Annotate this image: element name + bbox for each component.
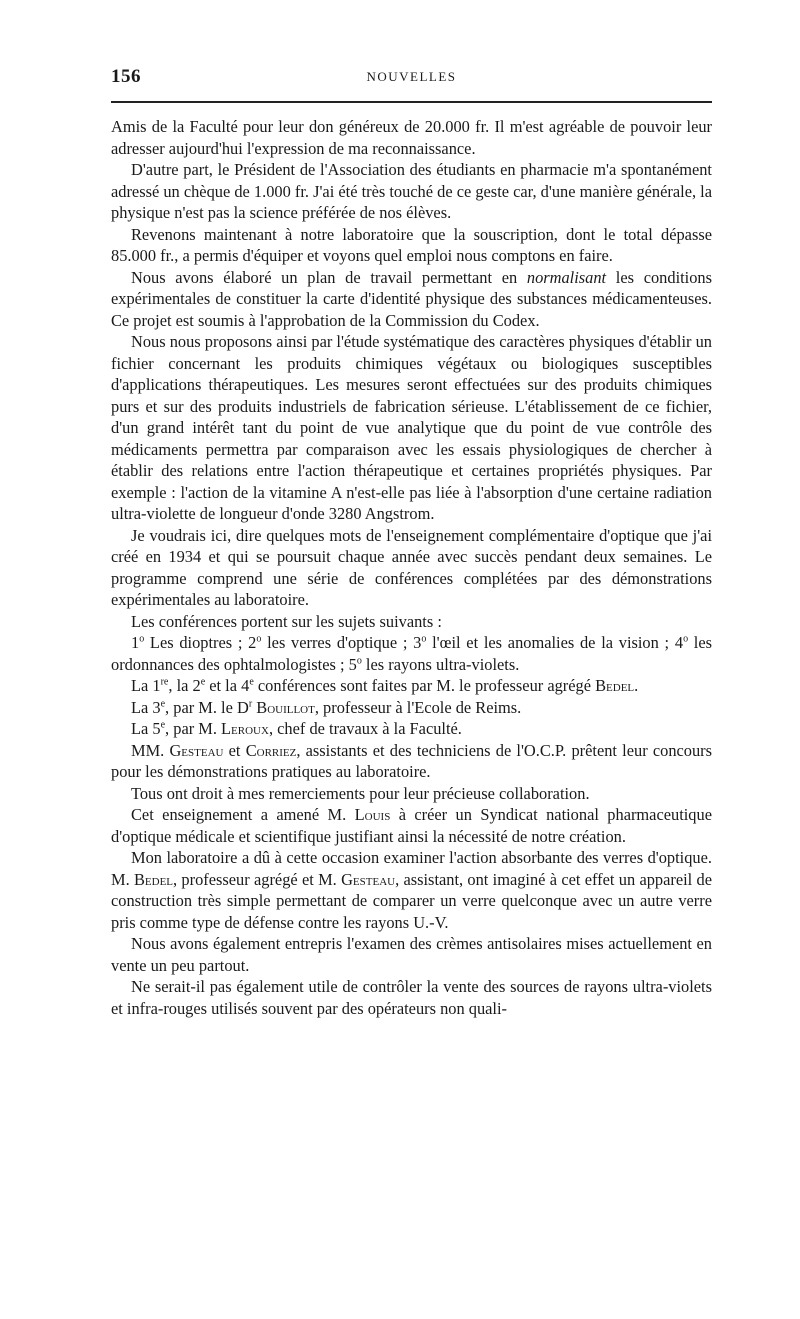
paragraph-creams: Nous avons également entrepris l'examen des crèmes antisolaires mises actuellement en vente un peu partout. [111, 934, 712, 975]
degree-mark: o [356, 655, 362, 667]
text-run: . [634, 676, 639, 695]
text-run: La 3 [131, 697, 161, 717]
topic-4-number: 4 [674, 633, 684, 652]
page-number: 156 [111, 66, 141, 87]
degree-mark: o [421, 633, 427, 645]
paragraph-lecturers-bedel [111, 675, 712, 697]
topic-1-number: 1 [131, 633, 140, 652]
text-run: , la 2 [168, 676, 201, 695]
paragraph-4-italic: normalisant [526, 267, 607, 287]
person-name: Bouillot [256, 697, 315, 717]
topic-5-number: 5 [348, 654, 357, 674]
paragraph-4-text-a: Nous avons élaboré un plan de travail permettant en [131, 267, 527, 287]
topic-2-number: 2 [248, 633, 257, 652]
running-title: NOUVELLES [366, 69, 457, 84]
person-name: Bedel [595, 676, 635, 695]
person-name: Louis [354, 805, 391, 824]
paragraph-syndicate [111, 804, 712, 847]
topic-3-text: l'œil et les anomalies de la vision ; [426, 633, 675, 652]
text-run: , professeur à l'Ecole de Reims. [314, 697, 522, 717]
text-run: Cet enseignement a amené M. [131, 805, 355, 824]
superscript: e [249, 676, 254, 688]
paragraph-last: Ne serait-il pas également utile de contrôler la vente des sources de rayons ultra-violets et infra-rouges utilisés souvent par des opérateurs non quali- [111, 977, 712, 1018]
superscript: r [248, 698, 253, 710]
superscript: re [160, 676, 169, 688]
text-run: , professeur agrégé et M. [173, 869, 342, 889]
person-name: Gesteau [169, 740, 224, 760]
paragraph-3: Revenons maintenant à notre laboratoire que la souscription, dont le total dépasse 85.000 fr., a permis d'équiper et voyons quel emploi nous comptons en faire. [111, 224, 712, 265]
header-rule [111, 101, 712, 103]
degree-mark: o [256, 633, 262, 645]
paragraph-6: Je voudrais ici, dire quelques mots de l'enseignement complémentaire d'optique que j'ai créé en 1934 et qui se poursuit chaque année avec succès pendant deux semaines. Le programme comprend une série de conférences complétées par des démonstrations expérimentales au laboratoire. [111, 525, 712, 609]
superscript: e [160, 719, 166, 731]
topic-4-text: les ordonnances des ophtalmologistes ; [111, 633, 713, 674]
paragraph-5: Nous nous proposons ainsi par l'étude systématique des caractères physiques d'établir un fichier concernant les produits chimiques végétaux ou biologiques susceptibles d'applications thérapeutiques. Les mesures seront effectuées sur des produits chimiques purs et sur des produits industriels de fabrication sérieuse. L'établissement de ce fichier, d'un grand intérêt tant du point de vue analytique que du point de vue contrôle des médicaments permettra par comparaison avec les essais physiologiques de chercher à établir des relations entre l'action thérapeutique et certaines propriétés physiques. Par exemple : l'action de la vitamine A n'est-elle pas liée à l'absorption d'une certaine radiation ultra-violette de longueur d'onde 3280 Angstrom. [111, 332, 712, 523]
text-run: conférences sont faites par M. le professeur agrégé [253, 676, 596, 695]
paragraph-lecturers-bouillot [111, 697, 712, 719]
text-run: , par M. [165, 719, 222, 738]
paragraph-assistants [111, 740, 712, 783]
text-run: , assistant, ont imaginé à cet effet un appareil de construction très simple permettant de comparer un verre quelconque avec un autre verre pris comme type de défense contre les rayons U.-V. [111, 869, 713, 932]
page-header [111, 66, 712, 90]
topic-2-text: les verres d'optique ; [261, 633, 414, 652]
person-name: Bedel [133, 869, 174, 889]
paragraph-laboratory [111, 847, 712, 933]
text-run: et [223, 740, 246, 760]
topic-1-text: Les dioptres ; [144, 633, 249, 652]
text-run: , assistants et des techniciens de l'O.C.P. prêtent leur concours pour les démonstrations pratiques au laboratoire. [111, 740, 713, 781]
superscript: e [160, 698, 166, 710]
paragraph-topics [111, 632, 712, 675]
text-run: La 1 [131, 676, 161, 695]
degree-mark: o [683, 633, 689, 645]
degree-mark: o [139, 633, 145, 645]
text-run: MM. [131, 740, 170, 760]
paragraph-lecturers-leroux [111, 718, 712, 740]
body-text [111, 116, 712, 1019]
paragraph-4-text-b: les conditions expérimentales de constituer la carte d'identité physique des substances médicamenteuses. Ce projet est soumis à l'approbation de la Commission du Codex. [111, 267, 713, 330]
person-name: Leroux [221, 719, 269, 738]
text-run: , par M. le D [165, 697, 249, 717]
paragraph-4 [111, 267, 712, 332]
paragraph-7: Les conférences portent sur les sujets suivants : [131, 611, 442, 631]
paragraph-thanks: Tous ont droit à mes remerciements pour leur précieuse collaboration. [131, 783, 590, 803]
paragraph-2: D'autre part, le Président de l'Association des étudiants en pharmacie m'a spontanément adressé un chèque de 1.000 fr. J'ai été très touché de ce geste car, d'une manière générale, la physique n'est pas la science préférée de nos élèves. [111, 160, 712, 222]
person-name: Gesteau [341, 869, 396, 889]
text-run: Mon laboratoire a dû à cette occasion examiner l'action absorbante des verres d'optique. M. [111, 848, 712, 889]
person-name: Corriez [245, 740, 297, 760]
text-run: La 5 [131, 719, 161, 738]
topic-3-number: 3 [413, 633, 422, 652]
text-run: et la 4 [205, 676, 250, 695]
superscript: e [200, 676, 206, 688]
text-run: à créer un Syndicat national pharmaceutique d'optique médicale et scientifique justifiant ainsi la nécessité de notre création. [111, 805, 712, 846]
paragraph-1: Amis de la Faculté pour leur don généreux de 20.000 fr. Il m'est agréable de pouvoir leur adresser aujourd'hui l'expression de ma reconnaissance. [111, 117, 712, 158]
topic-5-text: les rayons ultra-violets. [361, 654, 520, 674]
text-run: , chef de travaux à la Faculté. [268, 719, 462, 738]
